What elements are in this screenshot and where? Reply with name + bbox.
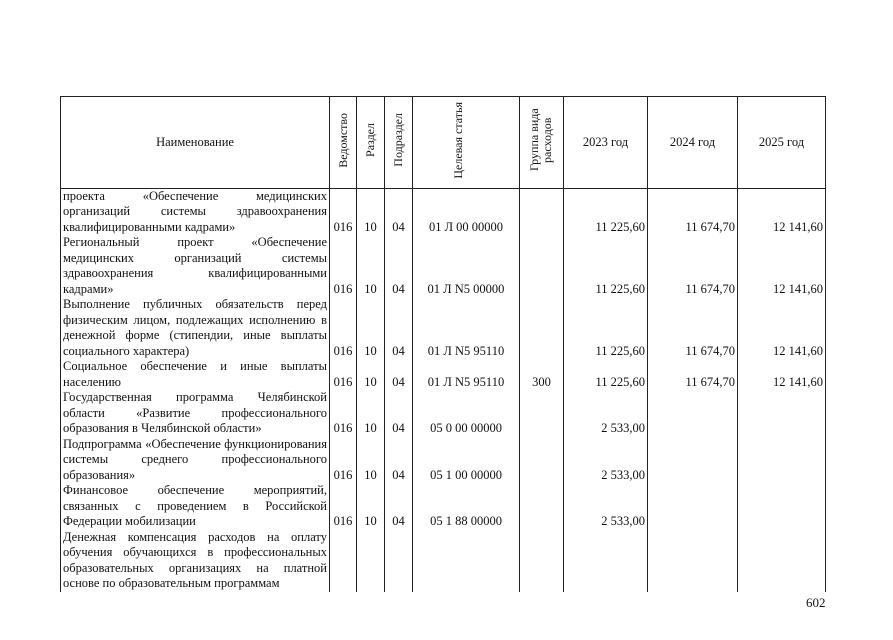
row-gruppa — [520, 437, 564, 484]
row-gruppa — [520, 297, 564, 359]
row-podrazdel: 04 — [385, 297, 413, 359]
row-tselevaya-statya: 01 Л 00 00000 — [413, 188, 520, 235]
row-2025: 12 141,60 — [738, 235, 826, 297]
row-gruppa — [520, 390, 564, 437]
row-vedomstvo — [330, 530, 357, 592]
row-2024: 11 674,70 — [648, 297, 738, 359]
row-2024: 11 674,70 — [648, 188, 738, 235]
row-gruppa — [520, 188, 564, 235]
row-name: Государственная программа Челябинской области «Развитие профессионального образования в Челябинской области» — [61, 390, 330, 437]
row-2024: 11 674,70 — [648, 359, 738, 390]
row-tselevaya-statya: 01 Л N5 00000 — [413, 235, 520, 297]
row-gruppa — [520, 483, 564, 530]
row-vedomstvo: 016 — [330, 235, 357, 297]
row-podrazdel: 04 — [385, 437, 413, 484]
row-name: Денежная компенсация расходов на оплату обучения обучающихся в профессиональных образовательных организациях на платной основе по образовательным программам — [61, 530, 330, 592]
row-gruppa — [520, 235, 564, 297]
row-tselevaya-statya: 05 1 00 00000 — [413, 437, 520, 484]
row-gruppa — [520, 530, 564, 592]
header-2024: 2024 год — [648, 97, 738, 189]
header-vedomstvo: Ведомство — [330, 97, 357, 189]
row-2025 — [738, 530, 826, 592]
row-tselevaya-statya: 01 Л N5 95110 — [413, 359, 520, 390]
row-2023 — [564, 530, 648, 592]
row-2025 — [738, 437, 826, 484]
row-razdel: 10 — [357, 188, 385, 235]
table-row — [61, 437, 826, 484]
row-podrazdel — [385, 530, 413, 592]
row-gruppa: 300 — [520, 359, 564, 390]
table-header-row — [61, 97, 826, 189]
row-podrazdel: 04 — [385, 188, 413, 235]
row-podrazdel: 04 — [385, 483, 413, 530]
row-2023: 11 225,60 — [564, 235, 648, 297]
row-name: проекта «Обеспечение медицинских организаций системы здравоохранения квалифицированными кадрами» — [61, 188, 330, 235]
row-tselevaya-statya: 05 0 00 00000 — [413, 390, 520, 437]
row-podrazdel: 04 — [385, 235, 413, 297]
table-row — [61, 188, 826, 235]
row-razdel: 10 — [357, 437, 385, 484]
header-name: Наименование — [61, 97, 330, 189]
table-row — [61, 390, 826, 437]
row-2023: 2 533,00 — [564, 390, 648, 437]
row-2023: 2 533,00 — [564, 437, 648, 484]
row-2023: 2 533,00 — [564, 483, 648, 530]
row-razdel: 10 — [357, 359, 385, 390]
row-tselevaya-statya: 05 1 88 00000 — [413, 483, 520, 530]
row-name: Подпрограмма «Обеспечение функционирования системы среднего профессионального образования» — [61, 437, 330, 484]
row-podrazdel: 04 — [385, 390, 413, 437]
row-2023: 11 225,60 — [564, 188, 648, 235]
table-row — [61, 297, 826, 359]
row-razdel: 10 — [357, 297, 385, 359]
header-podrazdel: Подраздел — [385, 97, 413, 189]
row-2025 — [738, 483, 826, 530]
row-tselevaya-statya — [413, 530, 520, 592]
header-2023: 2023 год — [564, 97, 648, 189]
row-razdel: 10 — [357, 390, 385, 437]
row-2023: 11 225,60 — [564, 297, 648, 359]
table-row — [61, 483, 826, 530]
header-tselevaya-statya: Целевая статья — [413, 97, 520, 189]
header-razdel: Раздел — [357, 97, 385, 189]
table-row — [61, 359, 826, 390]
row-podrazdel: 04 — [385, 359, 413, 390]
row-vedomstvo: 016 — [330, 188, 357, 235]
row-vedomstvo: 016 — [330, 297, 357, 359]
header-2025: 2025 год — [738, 97, 826, 189]
row-2024: 11 674,70 — [648, 235, 738, 297]
row-vedomstvo: 016 — [330, 437, 357, 484]
row-2025 — [738, 390, 826, 437]
table-row — [61, 530, 826, 592]
row-name: Региональный проект «Обеспечение медицинских организаций системы здравоохранения квалифицированными кадрами» — [61, 235, 330, 297]
row-2025: 12 141,60 — [738, 188, 826, 235]
row-name: Выполнение публичных обязательств перед физическим лицом, подлежащих исполнению в денежной форме (стипендии, иные выплаты социального характера) — [61, 297, 330, 359]
page-number: 602 — [806, 595, 826, 610]
table-row — [61, 235, 826, 297]
row-name: Финансовое обеспечение мероприятий, связанных с проведением в Российской Федерации мобилизации — [61, 483, 330, 530]
row-razdel — [357, 530, 385, 592]
row-razdel: 10 — [357, 483, 385, 530]
header-gruppa-vida-raskhodov: Группа вида расходов — [520, 97, 564, 189]
row-2023: 11 225,60 — [564, 359, 648, 390]
row-vedomstvo: 016 — [330, 390, 357, 437]
row-tselevaya-statya: 01 Л N5 95110 — [413, 297, 520, 359]
row-2025: 12 141,60 — [738, 359, 826, 390]
row-vedomstvo: 016 — [330, 483, 357, 530]
row-2025: 12 141,60 — [738, 297, 826, 359]
row-2024 — [648, 483, 738, 530]
budget-table — [60, 96, 826, 592]
row-razdel: 10 — [357, 235, 385, 297]
row-vedomstvo: 016 — [330, 359, 357, 390]
row-2024 — [648, 390, 738, 437]
row-2024 — [648, 530, 738, 592]
row-2024 — [648, 437, 738, 484]
row-name: Социальное обеспечение и иные выплаты населению — [61, 359, 330, 390]
